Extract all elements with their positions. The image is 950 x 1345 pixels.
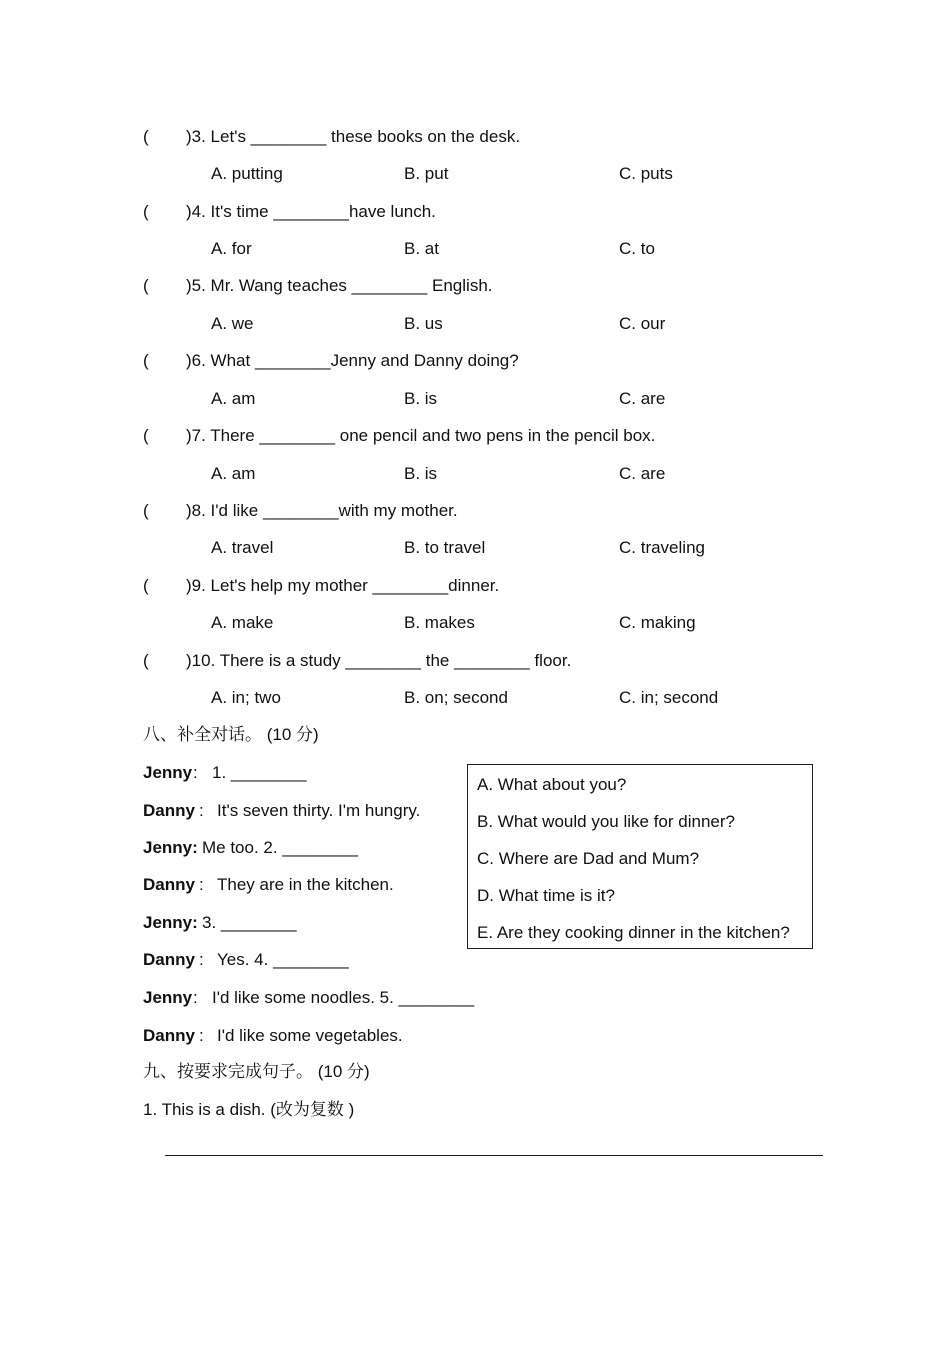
option-a: A. putting <box>211 164 283 183</box>
options-box <box>467 764 813 949</box>
speaker-name: Jenny <box>143 988 193 1007</box>
speaker-colon: : <box>199 801 204 820</box>
option-c: C. are <box>619 389 666 408</box>
option-a: A. am <box>211 389 256 408</box>
question-stem: )3. Let's ________ these books on the desk. <box>186 127 521 146</box>
dialogue-text: They are in the kitchen. <box>217 875 394 894</box>
section-9-question-1: 1. This is a dish. (改为复数 ) <box>143 1100 355 1119</box>
dialogue-text: Yes. 4. ________ <box>217 950 349 969</box>
dialogue-text: I'd like some noodles. 5. ________ <box>212 988 475 1007</box>
question-stem: )6. What ________Jenny and Danny doing? <box>186 351 519 370</box>
question-stem: )10. There is a study ________ the ________ floor. <box>186 651 572 670</box>
question-stem: )5. Mr. Wang teaches ________ English. <box>186 276 493 295</box>
option-b: B. us <box>404 314 443 333</box>
question-stem: )4. It's time ________have lunch. <box>186 202 436 221</box>
answer-line <box>165 1155 823 1156</box>
option-a: A. am <box>211 464 256 483</box>
option-b: B. is <box>404 389 438 408</box>
answer-bracket: ( <box>143 127 149 146</box>
option-a: A. make <box>211 613 274 632</box>
option-a: A. travel <box>211 538 274 557</box>
box-option-d: D. What time is it? <box>477 886 615 905</box>
box-option-e: E. Are they cooking dinner in the kitchen? <box>477 923 790 942</box>
speaker-colon: : <box>199 875 204 894</box>
speaker-name: Jenny: <box>143 838 198 857</box>
box-option-a: A. What about you? <box>477 775 627 794</box>
answer-bracket: ( <box>143 426 149 445</box>
option-c: C. are <box>619 464 666 483</box>
question-stem: )9. Let's help my mother ________dinner. <box>186 576 500 595</box>
answer-bracket: ( <box>143 501 149 520</box>
option-a: A. we <box>211 314 254 333</box>
option-b: B. is <box>404 464 438 483</box>
question-stem: )8. I'd like ________with my mother. <box>186 501 458 520</box>
speaker-colon: : <box>199 1026 204 1045</box>
answer-bracket: ( <box>143 276 149 295</box>
answer-bracket: ( <box>143 202 149 221</box>
option-b: B. on; second <box>404 688 508 707</box>
speaker-name: Danny <box>143 1026 195 1045</box>
section-8-heading: 八、补全对话。 (10 分) <box>143 725 319 744</box>
option-c: C. traveling <box>619 538 705 557</box>
option-b: B. makes <box>404 613 475 632</box>
question-stem: )7. There ________ one pencil and two pens in the pencil box. <box>186 426 656 445</box>
answer-bracket: ( <box>143 576 149 595</box>
speaker-name: Jenny <box>143 763 193 782</box>
answer-bracket: ( <box>143 351 149 370</box>
dialogue-text: It's seven thirty. I'm hungry. <box>217 801 421 820</box>
speaker-colon: : <box>193 988 198 1007</box>
option-b: B. at <box>404 239 439 258</box>
answer-bracket: ( <box>143 651 149 670</box>
speaker-colon: : <box>199 950 204 969</box>
option-c: C. our <box>619 314 666 333</box>
option-a: A. for <box>211 239 252 258</box>
section-9-heading: 九、按要求完成句子。 (10 分) <box>143 1062 370 1081</box>
box-option-b: B. What would you like for dinner? <box>477 812 735 831</box>
box-option-c: C. Where are Dad and Mum? <box>477 849 700 868</box>
dialogue-text: Me too. 2. ________ <box>202 838 358 857</box>
option-c: C. to <box>619 239 655 258</box>
speaker-name: Danny <box>143 875 195 894</box>
option-c: C. in; second <box>619 688 719 707</box>
dialogue-text: 3. ________ <box>202 913 297 932</box>
option-c: C. making <box>619 613 696 632</box>
dialogue-text: I'd like some vegetables. <box>217 1026 403 1045</box>
speaker-colon: : <box>193 763 198 782</box>
option-b: B. to travel <box>404 538 486 557</box>
option-a: A. in; two <box>211 688 281 707</box>
dialogue-text: 1. ________ <box>212 763 307 782</box>
option-b: B. put <box>404 164 449 183</box>
speaker-name: Jenny: <box>143 913 198 932</box>
speaker-name: Danny <box>143 801 195 820</box>
speaker-name: Danny <box>143 950 195 969</box>
option-c: C. puts <box>619 164 673 183</box>
